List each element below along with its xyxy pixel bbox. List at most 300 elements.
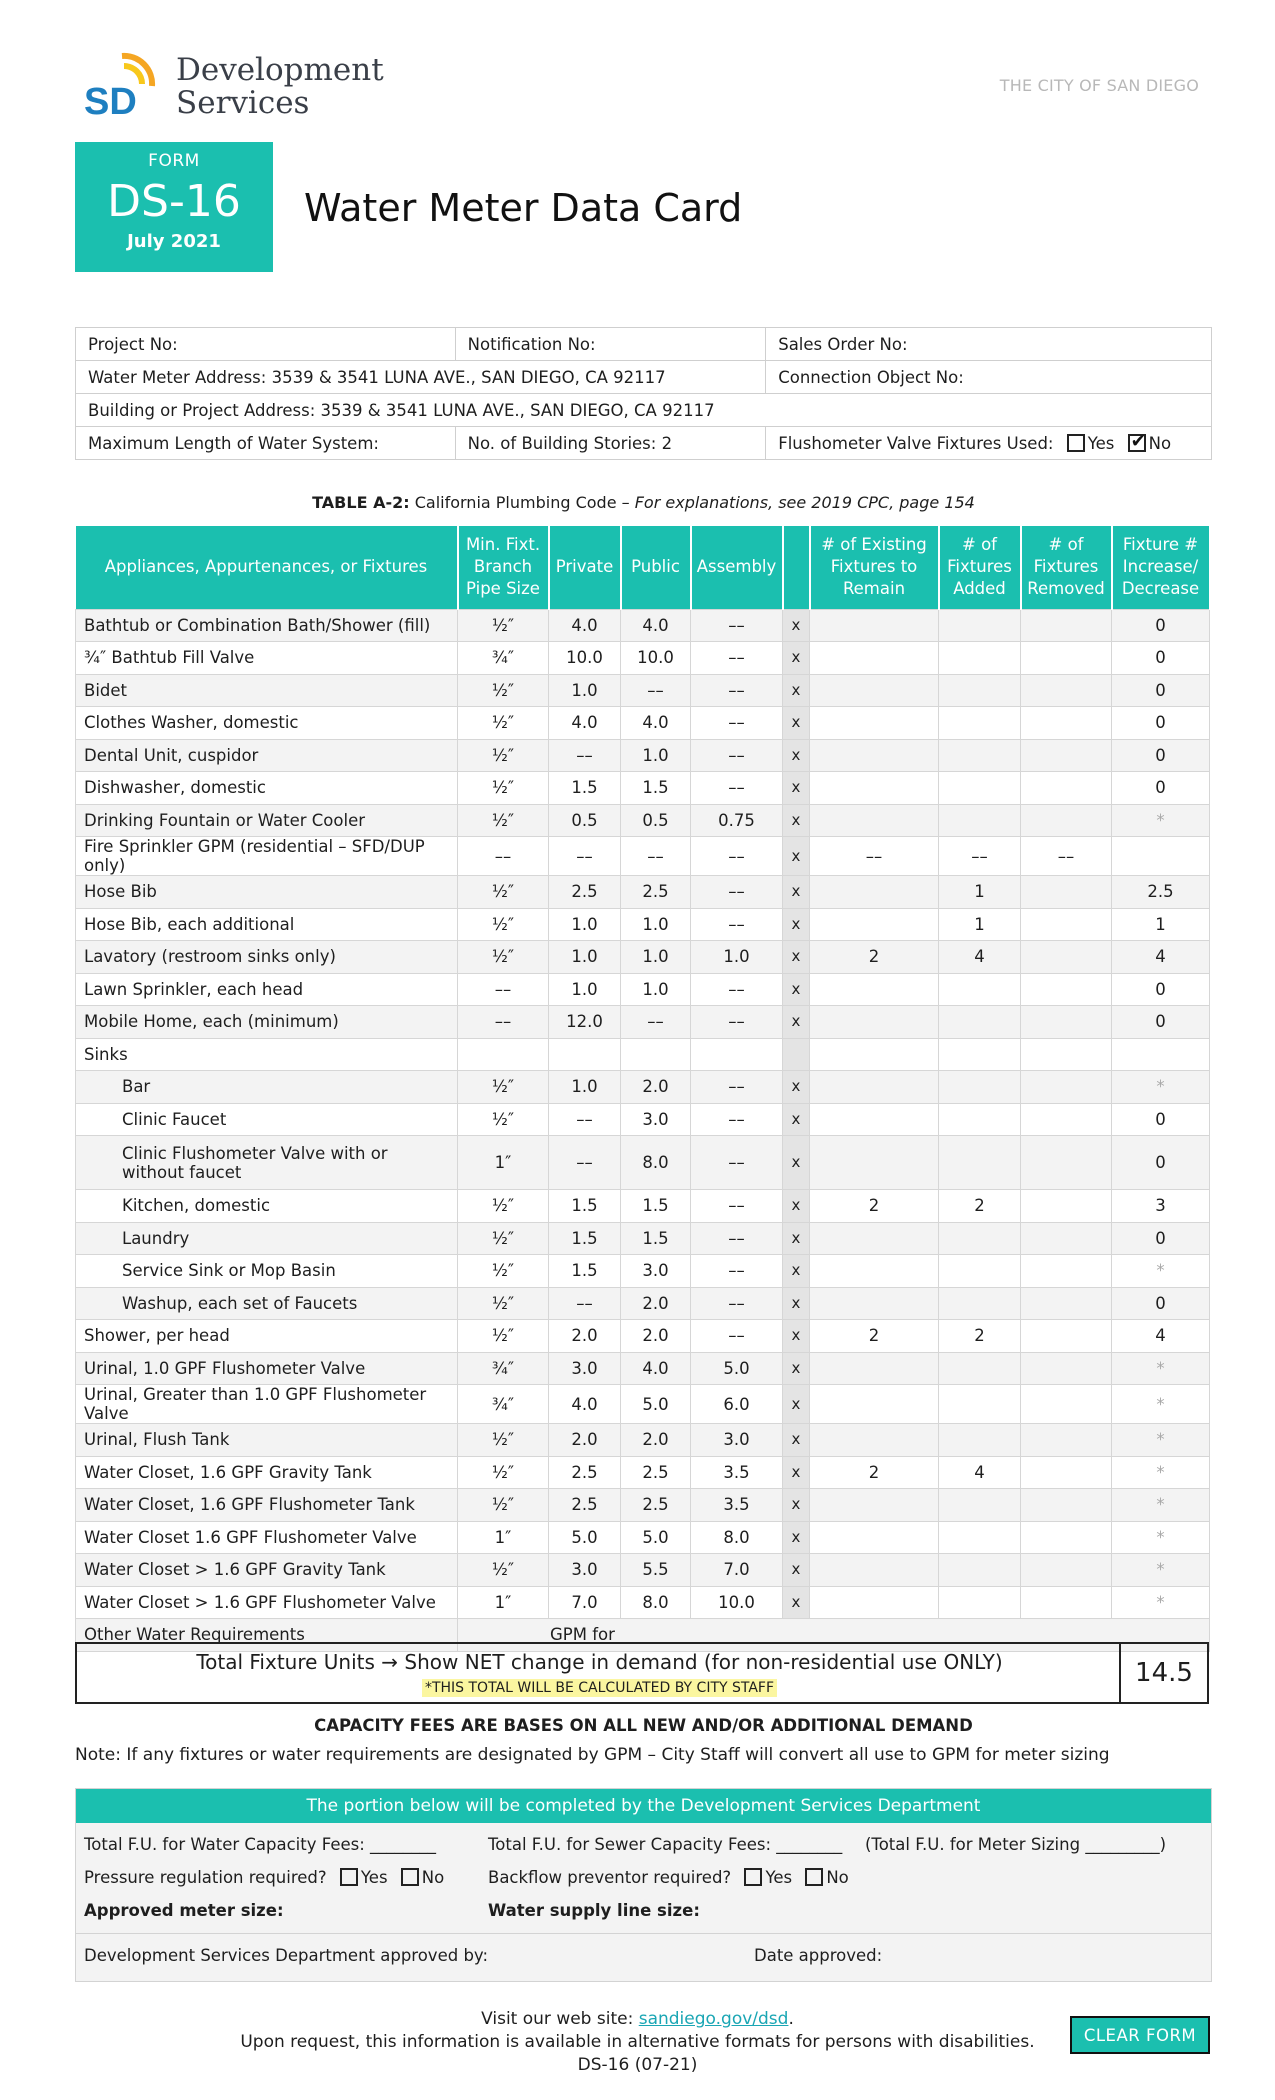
cell-existing[interactable]: 2 [810,1320,939,1353]
cell-removed[interactable] [1021,941,1112,974]
cell-existing[interactable] [810,1489,939,1522]
column-header-0: Appliances, Appurtenances, or Fixtures [76,526,458,609]
cell-existing[interactable] [810,609,939,642]
flushometer-field: Flushometer Valve Fixtures Used: Yes ✔ No [766,427,1212,460]
cell-assembly: –– [691,1071,783,1104]
cell-added[interactable] [939,1222,1021,1255]
notification-no-field[interactable]: Notification No: [455,328,766,361]
connection-object-no-field[interactable]: Connection Object No: [766,361,1212,394]
cell-multiply: x [783,908,810,941]
cell-pipe-size: ¾″ [458,642,549,675]
cell-multiply: x [783,1222,810,1255]
cell-added[interactable] [939,739,1021,772]
cell-removed[interactable] [1021,609,1112,642]
cell-assembly: 0.75 [691,804,783,837]
cell-removed[interactable] [1021,1222,1112,1255]
cell-assembly: –– [691,1222,783,1255]
cell-pipe-size: ½″ [458,804,549,837]
cell-existing[interactable] [810,1352,939,1385]
backflow-yes-checkbox[interactable] [744,1868,762,1886]
cell-pipe-size: ½″ [458,739,549,772]
cell-added[interactable] [939,1586,1021,1619]
cell-added[interactable] [939,804,1021,837]
cell-public: 8.0 [621,1136,691,1190]
cell-added[interactable] [939,707,1021,740]
cell-removed[interactable] [1021,804,1112,837]
table-row [76,941,1210,974]
fixture-name: Bathtub or Combination Bath/Shower (fill) [76,609,458,642]
fixture-name: Urinal, 1.0 GPF Flushometer Valve [76,1352,458,1385]
cell-assembly: –– [691,1103,783,1136]
clear-form-button[interactable]: CLEAR FORM [1070,2016,1210,2054]
table-header-row [76,526,1210,609]
pressure-no-checkbox[interactable] [401,1868,419,1886]
cell-multiply: x [783,837,810,876]
cell-added[interactable]: 1 [939,908,1021,941]
cell-existing[interactable]: 2 [810,1190,939,1223]
cell-pipe-size: ½″ [458,1190,549,1223]
water-fu-field[interactable]: Total F.U. for Water Capacity Fees: ________ [84,1835,437,1854]
cell-change: 0 [1112,642,1210,675]
cell-pipe-size: ½″ [458,876,549,909]
table-row [76,642,1210,675]
fixture-name: Water Closet 1.6 GPF Flushometer Valve [76,1521,458,1554]
cell-added[interactable] [939,1521,1021,1554]
cell-pipe-size: ½″ [458,1071,549,1104]
form-label: FORM [148,151,200,171]
cell-existing[interactable] [810,1287,939,1320]
cell-multiply: x [783,609,810,642]
project-no-field[interactable]: Project No: [76,328,456,361]
cell-added[interactable] [939,1352,1021,1385]
total-note: *THIS TOTAL WILL BE CALCULATED BY CITY STAFF [77,1680,1122,1696]
cell-multiply: x [783,739,810,772]
cell-public: 2.0 [621,1320,691,1353]
cell-public: 3.0 [621,1103,691,1136]
cell-assembly: 3.5 [691,1489,783,1522]
cell-multiply: x [783,1006,810,1039]
cell-added[interactable] [939,1038,1021,1071]
fixture-name: Urinal, Flush Tank [76,1424,458,1457]
fixture-name: Clinic Flushometer Valve with or without faucet [76,1136,458,1190]
cell-added[interactable] [939,1424,1021,1457]
cell-existing[interactable] [810,1006,939,1039]
cell-removed[interactable] [1021,642,1112,675]
cell-pipe-size [458,1038,549,1071]
fixture-name: Drinking Fountain or Water Cooler [76,804,458,837]
meter-sizing-fu-field[interactable]: (Total F.U. for Meter Sizing _________) [865,1835,1167,1854]
cell-assembly: –– [691,1255,783,1288]
table-row [76,1103,1210,1136]
cell-private: 1.5 [549,1255,621,1288]
cell-change: * [1112,1255,1210,1288]
cell-change: 0 [1112,674,1210,707]
cell-multiply: x [783,707,810,740]
cell-removed[interactable] [1021,1489,1112,1522]
cell-change: * [1112,1521,1210,1554]
stories-value: 2 [661,433,673,453]
cell-change: * [1112,1586,1210,1619]
fixture-name: Lavatory (restroom sinks only) [76,941,458,974]
building-address-field[interactable]: Building or Project Address: 3539 & 3541 LUNA AVE., SAN DIEGO, CA 92117 [76,394,1212,427]
cell-multiply: x [783,1489,810,1522]
cell-pipe-size: 1″ [458,1521,549,1554]
cell-removed[interactable] [1021,674,1112,707]
column-header-9: Fixture # Increase/ Decrease [1112,526,1210,609]
cell-added[interactable] [939,973,1021,1006]
table-row [76,1006,1210,1039]
approved-by-field[interactable]: Development Services Department approved by: [84,1946,489,1965]
cell-pipe-size: ½″ [458,1489,549,1522]
cell-multiply: x [783,1071,810,1104]
development-services-logo [84,52,384,122]
form-number: DS-16 [107,176,241,227]
cell-multiply: x [783,1554,810,1587]
fixture-name: Bar [76,1071,458,1104]
cell-removed[interactable] [1021,1424,1112,1457]
cell-existing[interactable] [810,876,939,909]
cell-change: 0 [1112,609,1210,642]
cell-removed[interactable] [1021,1320,1112,1353]
cell-existing[interactable] [810,804,939,837]
cell-added[interactable] [939,642,1021,675]
table-row [76,1586,1210,1619]
cell-change: 4 [1112,1320,1210,1353]
cell-assembly: 7.0 [691,1554,783,1587]
cell-private [549,1038,621,1071]
cell-added[interactable] [939,1489,1021,1522]
website-link[interactable]: sandiego.gov/dsd [638,2009,789,2029]
cell-multiply: x [783,1255,810,1288]
cell-public: –– [621,837,691,876]
cell-private: 12.0 [549,1006,621,1039]
cell-assembly: 10.0 [691,1586,783,1619]
cell-multiply [783,1038,810,1071]
cell-private: –– [549,739,621,772]
cell-private: 1.0 [549,674,621,707]
cell-pipe-size: ¾″ [458,1352,549,1385]
cell-private: –– [549,837,621,876]
cell-private: 1.0 [549,973,621,1006]
cell-removed[interactable] [1021,1255,1112,1288]
date-approved-field[interactable]: Date approved: [754,1946,883,1965]
table-row [76,973,1210,1006]
cell-added[interactable]: 2 [939,1190,1021,1223]
cell-existing[interactable] [810,973,939,1006]
sewer-fu-field[interactable]: Total F.U. for Sewer Capacity Fees: ________ [488,1835,843,1854]
cell-added[interactable]: –– [939,837,1021,876]
column-header-1: Min. Fixt. Branch Pipe Size [458,526,549,609]
cell-change: * [1112,1352,1210,1385]
flushometer-yes-checkbox[interactable] [1067,434,1085,452]
cell-change: * [1112,1554,1210,1587]
cell-change [1112,1038,1210,1071]
cell-removed[interactable] [1021,973,1112,1006]
water-supply-line-field[interactable]: Water supply line size: [488,1901,700,1920]
table-row [76,1554,1210,1587]
table-row [76,1320,1210,1353]
cell-assembly: –– [691,1006,783,1039]
logo-line-1: Development [176,52,384,88]
cell-pipe-size: ½″ [458,1222,549,1255]
logo-wordmark [176,54,384,120]
table-row [76,707,1210,740]
cell-existing[interactable] [810,1385,939,1424]
fixture-name: Bidet [76,674,458,707]
cell-existing[interactable] [810,1038,939,1071]
cell-multiply: x [783,1521,810,1554]
cell-added[interactable] [939,1136,1021,1190]
cell-removed[interactable] [1021,739,1112,772]
cell-removed[interactable] [1021,1136,1112,1190]
cell-existing[interactable] [810,908,939,941]
table-row [76,1489,1210,1522]
cell-public: 8.0 [621,1586,691,1619]
cell-private: 0.5 [549,804,621,837]
water-meter-address-field[interactable]: Water Meter Address: 3539 & 3541 LUNA AVE., SAN DIEGO, CA 92117 [76,361,766,394]
fixture-name: Lawn Sprinkler, each head [76,973,458,1006]
cell-change: * [1112,1489,1210,1522]
table-row [76,1287,1210,1320]
cell-pipe-size: ½″ [458,1255,549,1288]
stories-field[interactable]: No. of Building Stories: 2 [455,427,766,460]
cell-removed[interactable] [1021,1071,1112,1104]
other-water-value[interactable]: GPM for [458,1619,1210,1652]
table-caption: TABLE A-2: California Plumbing Code – For explanations, see 2019 CPC, page 154 [312,493,975,512]
cell-removed[interactable] [1021,1190,1112,1223]
cell-existing[interactable] [810,1255,939,1288]
cell-added[interactable]: 1 [939,876,1021,909]
cell-added[interactable] [939,674,1021,707]
table-row [76,1136,1210,1190]
fixture-name: Hose Bib, each additional [76,908,458,941]
cell-removed[interactable] [1021,707,1112,740]
logo-abbr: SD [84,81,137,122]
cell-added[interactable]: 4 [939,1456,1021,1489]
table-row [76,908,1210,941]
cell-existing[interactable] [810,1521,939,1554]
approved-meter-size-field[interactable]: Approved meter size: [84,1901,284,1920]
table-row [76,1222,1210,1255]
cell-existing[interactable] [810,1071,939,1104]
cell-private: 2.5 [549,876,621,909]
cell-public: 2.5 [621,1489,691,1522]
form-date: July 2021 [127,231,221,252]
cell-public: 1.0 [621,739,691,772]
cell-private: –– [549,1287,621,1320]
cell-private: 1.5 [549,772,621,805]
cell-public: 4.0 [621,609,691,642]
cell-existing[interactable] [810,739,939,772]
cell-added[interactable]: 4 [939,941,1021,974]
cell-existing[interactable] [810,1136,939,1190]
cell-removed[interactable] [1021,1554,1112,1587]
cell-added[interactable] [939,1385,1021,1424]
pressure-yes-checkbox[interactable] [340,1868,358,1886]
cell-removed[interactable] [1021,1287,1112,1320]
cell-pipe-size: ½″ [458,1456,549,1489]
cell-change: * [1112,1456,1210,1489]
fixture-name: Dishwasher, domestic [76,772,458,805]
cell-change: 1 [1112,908,1210,941]
cell-existing[interactable] [810,674,939,707]
cell-private: 1.5 [549,1190,621,1223]
cell-pipe-size: –– [458,1006,549,1039]
cell-existing[interactable]: 2 [810,1456,939,1489]
cell-public [621,1038,691,1071]
pressure-regulation-field: Pressure regulation required? Yes No [84,1868,445,1887]
cell-private: 3.0 [549,1554,621,1587]
project-info-table [75,327,1212,460]
cell-removed[interactable] [1021,908,1112,941]
cell-assembly: 1.0 [691,941,783,974]
cell-public: 2.0 [621,1287,691,1320]
cell-added[interactable] [939,1103,1021,1136]
cell-existing[interactable] [810,1554,939,1587]
cell-private: 3.0 [549,1352,621,1385]
other-water-label: Other Water Requirements [76,1619,458,1652]
cell-pipe-size: ½″ [458,941,549,974]
cell-existing[interactable]: 2 [810,941,939,974]
cell-removed[interactable] [1021,1352,1112,1385]
fixture-name: Kitchen, domestic [76,1190,458,1223]
cell-pipe-size: ¾″ [458,1385,549,1424]
cell-existing[interactable] [810,1103,939,1136]
cell-multiply: x [783,772,810,805]
cell-added[interactable] [939,772,1021,805]
cell-pipe-size: ½″ [458,1287,549,1320]
cell-added[interactable] [939,1554,1021,1587]
cell-multiply: x [783,941,810,974]
table-row [76,739,1210,772]
cell-change: * [1112,804,1210,837]
cell-public: 1.5 [621,1222,691,1255]
cell-assembly: –– [691,908,783,941]
table-row [76,1352,1210,1385]
cell-added[interactable] [939,1071,1021,1104]
cell-multiply: x [783,1287,810,1320]
cell-change: 0 [1112,772,1210,805]
backflow-no-checkbox[interactable] [805,1868,823,1886]
cell-assembly: –– [691,1287,783,1320]
cell-multiply: x [783,1320,810,1353]
cell-multiply: x [783,1190,810,1223]
cell-public: 1.0 [621,973,691,1006]
cell-public: 1.5 [621,1190,691,1223]
cell-assembly: 5.0 [691,1352,783,1385]
table-row [76,609,1210,642]
dsd-divider [76,1933,1211,1934]
footer-request-text: Upon request, this information is available in alternative formats for persons with disabilities. [240,2032,1035,2052]
total-fixture-units-value[interactable]: 14.5 [1119,1642,1209,1704]
cell-added[interactable] [939,1287,1021,1320]
cell-private: 5.0 [549,1521,621,1554]
cell-removed[interactable] [1021,772,1112,805]
column-header-6: # of Existing Fixtures to Remain [810,526,939,609]
cell-public: 10.0 [621,642,691,675]
cell-removed[interactable] [1021,1456,1112,1489]
cell-private: 1.0 [549,941,621,974]
flushometer-no-checkbox[interactable] [1128,434,1146,452]
max-length-field[interactable]: Maximum Length of Water System: [76,427,456,460]
cell-added[interactable]: 2 [939,1320,1021,1353]
cell-change: 0 [1112,1006,1210,1039]
table-row [76,1071,1210,1104]
cell-added[interactable] [939,1255,1021,1288]
cell-change: * [1112,1385,1210,1424]
backflow-preventor-field: Backflow preventor required? Yes No [488,1868,849,1887]
cell-removed[interactable] [1021,876,1112,909]
column-header-3: Public [621,526,691,609]
cell-public: 1.0 [621,908,691,941]
cell-pipe-size: ½″ [458,1424,549,1457]
cell-private: 4.0 [549,707,621,740]
cell-change: 3 [1112,1190,1210,1223]
cell-change: 0 [1112,1103,1210,1136]
cell-pipe-size: 1″ [458,1136,549,1190]
building-address-value: 3539 & 3541 LUNA AVE., SAN DIEGO, CA 92117 [320,400,715,420]
dsd-section [75,1788,1212,1982]
capacity-fees-heading: CAPACITY FEES ARE BASES ON ALL NEW AND/OR ADDITIONAL DEMAND [314,1716,973,1735]
cell-multiply: x [783,642,810,675]
cell-existing[interactable] [810,1222,939,1255]
cell-removed[interactable] [1021,1521,1112,1554]
table-row [76,772,1210,805]
cell-assembly: 8.0 [691,1521,783,1554]
fixture-name: Washup, each set of Faucets [76,1287,458,1320]
cell-existing[interactable]: –– [810,837,939,876]
cell-pipe-size: ½″ [458,707,549,740]
cell-pipe-size: ½″ [458,609,549,642]
fixture-name: Laundry [76,1222,458,1255]
form-id-box [75,142,273,272]
cell-public: 1.0 [621,941,691,974]
cell-assembly: –– [691,739,783,772]
cell-existing[interactable] [810,707,939,740]
cell-removed[interactable] [1021,1006,1112,1039]
cell-multiply: x [783,1136,810,1190]
cell-removed[interactable] [1021,1038,1112,1071]
cell-added[interactable] [939,609,1021,642]
cell-public: 0.5 [621,804,691,837]
cell-removed[interactable] [1021,1103,1112,1136]
cell-change: * [1112,1071,1210,1104]
cell-change: 0 [1112,1136,1210,1190]
cell-removed[interactable] [1021,1385,1112,1424]
cell-multiply: x [783,876,810,909]
cell-added[interactable] [939,1006,1021,1039]
cell-existing[interactable] [810,1586,939,1619]
cell-removed[interactable] [1021,1586,1112,1619]
fixture-name: Hose Bib [76,876,458,909]
column-header-5 [783,526,810,609]
cell-pipe-size: ½″ [458,908,549,941]
cell-assembly: 3.0 [691,1424,783,1457]
fixture-name: Water Closet, 1.6 GPF Flushometer Tank [76,1489,458,1522]
fixture-name: Service Sink or Mop Basin [76,1255,458,1288]
column-header-2: Private [549,526,621,609]
sales-order-no-field[interactable]: Sales Order No: [766,328,1212,361]
cell-existing[interactable] [810,772,939,805]
cell-pipe-size: –– [458,973,549,1006]
cell-multiply: x [783,1352,810,1385]
cell-existing[interactable] [810,1424,939,1457]
cell-change [1112,837,1210,876]
cell-removed[interactable]: –– [1021,837,1112,876]
column-header-8: # of Fixtures Removed [1021,526,1112,609]
table-row [76,1038,1210,1071]
cell-existing[interactable] [810,642,939,675]
